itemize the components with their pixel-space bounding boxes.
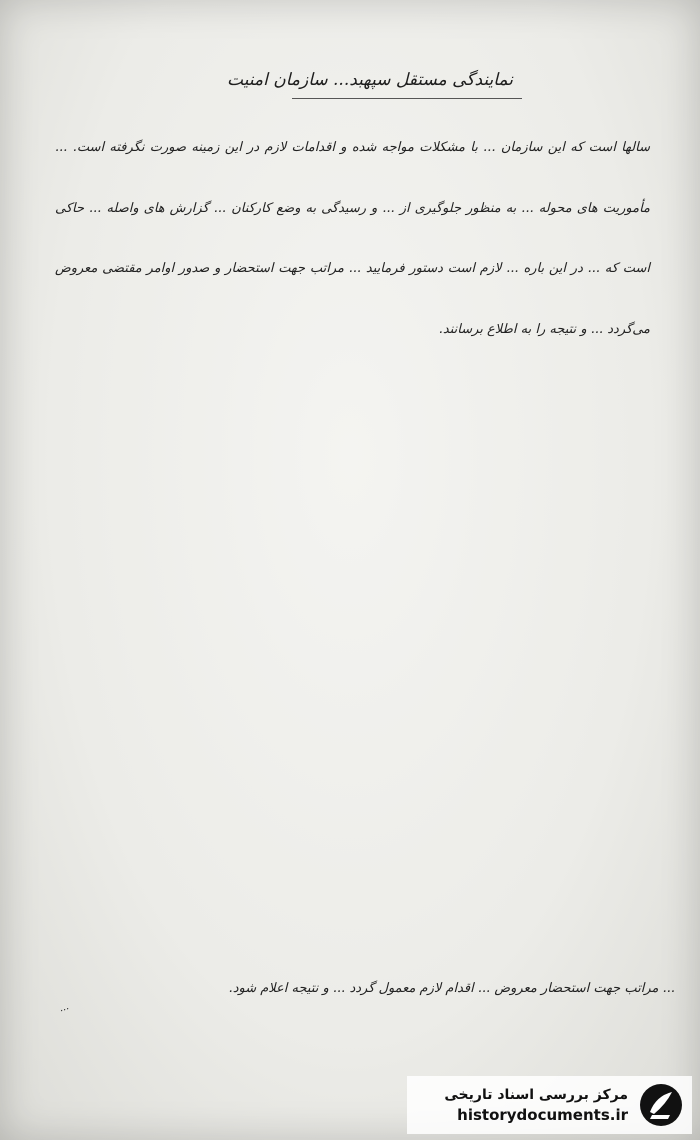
handwritten-paragraph: سالها است که این سازمان ... با مشکلات مواجه شده و اقدامات لازم در این زمینه صورت نگرفته است. ... مأموریت های محوله ... به منظور جلوگیری از ... و رسیدگی به وضع کارکنان ... گزارش های واصله ... حاکی است که ... در این باره ... لازم است دستور فرمایید ... مراتب جهت استحضار و صدور اوامر مقتضی معروض می‌گردد ... و نتیجه را به اطلاع برسانند. [55,140,650,337]
watermark-text [444,1085,628,1125]
document-title: نمایندگی مستقل سپهبد... سازمان امنیت [227,70,513,90]
watermark-title: مرکز بررسی اسناد تاریخی [444,1087,628,1103]
feather-book-icon [638,1082,684,1128]
margin-annotation: ... [57,1000,71,1015]
title-underline [292,98,522,99]
watermark-url: historydocuments.ir [457,1106,628,1124]
handwritten-paragraph-closing: ... مراتب جهت استحضار معروض ... اقدام لازم معمول گردد ... و نتیجه اعلام شود. [228,981,675,996]
watermark [407,1076,692,1134]
